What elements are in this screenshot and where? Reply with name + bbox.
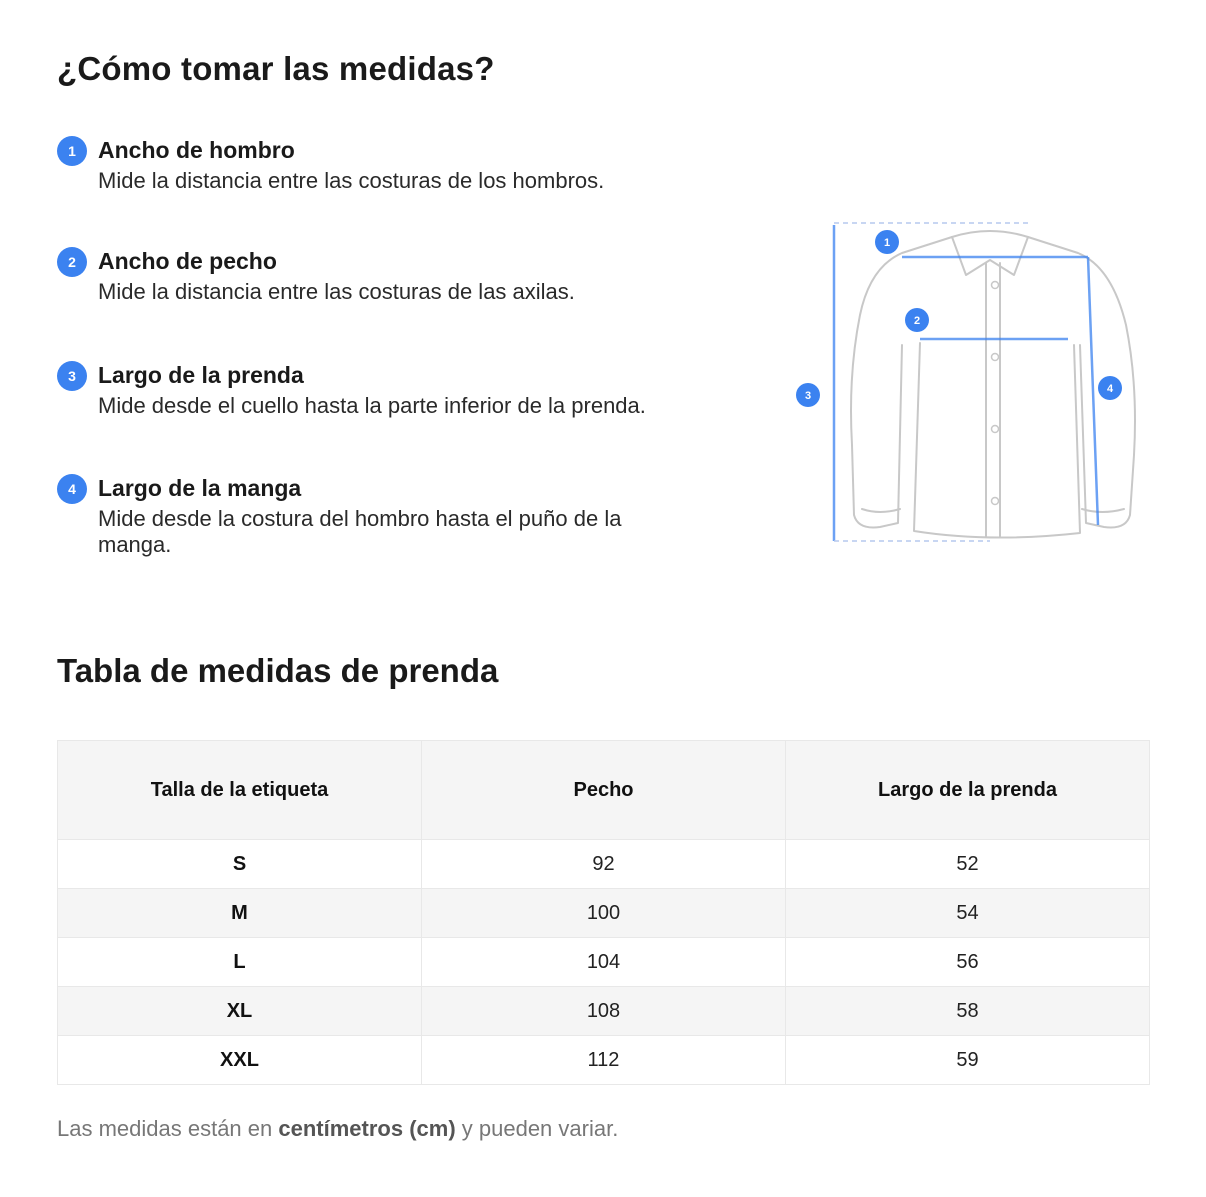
units-footnote (57, 1116, 618, 1142)
length-cell: 58 (786, 987, 1150, 1036)
measurement-steps (57, 135, 677, 558)
marker-2 (905, 308, 929, 332)
step-badge-3: 3 (57, 361, 87, 391)
length-cell: 56 (786, 938, 1150, 987)
footnote-prefix: Las medidas están en (57, 1116, 279, 1141)
size-cell: L (58, 938, 422, 987)
table-row (58, 889, 1150, 938)
table-title: Tabla de medidas de prenda (57, 652, 499, 689)
size-cell: XL (58, 987, 422, 1036)
marker-3 (796, 383, 820, 407)
marker-4 (1098, 376, 1122, 400)
size-cell: S (58, 840, 422, 889)
size-cell: M (58, 889, 422, 938)
step-badge-4: 4 (57, 474, 87, 504)
chest-cell: 92 (422, 840, 786, 889)
step-chest-width (57, 246, 677, 305)
svg-text:4: 4 (1106, 383, 1114, 395)
chest-cell: 100 (422, 889, 786, 938)
size-cell: XXL (58, 1036, 422, 1085)
table-row (58, 987, 1150, 1036)
length-cell: 52 (786, 840, 1150, 889)
table-row (58, 840, 1150, 889)
step-shoulder-width (57, 135, 677, 194)
table-row (58, 1036, 1150, 1085)
chest-cell: 108 (422, 987, 786, 1036)
step-title: Ancho de pecho (98, 248, 277, 274)
step-title: Ancho de hombro (98, 137, 295, 163)
length-cell: 59 (786, 1036, 1150, 1085)
step-description: Mide la distancia entre las costuras de los hombros. (98, 168, 605, 193)
header-length: Largo de la prenda (786, 741, 1150, 840)
step-badge-2: 2 (57, 247, 87, 277)
svg-text:1: 1 (883, 237, 891, 249)
header-chest: Pecho (422, 741, 786, 840)
step-title: Largo de la manga (98, 475, 302, 501)
size-table (57, 740, 1150, 1085)
chest-cell: 112 (422, 1036, 786, 1085)
table-header-row (58, 741, 1150, 840)
step-description: Mide la distancia entre las costuras de las axilas. (98, 279, 575, 304)
svg-text:2: 2 (913, 315, 921, 327)
step-sleeve-length (57, 473, 677, 558)
table-row (58, 938, 1150, 987)
svg-text:3: 3 (804, 390, 812, 402)
step-badge-1: 1 (57, 136, 87, 166)
shirt-measurement-icon (790, 215, 1150, 555)
page-title: ¿Cómo tomar las medidas? (57, 50, 495, 87)
length-cell: 54 (786, 889, 1150, 938)
footnote-suffix: y pueden variar. (455, 1116, 619, 1141)
marker-1 (875, 230, 899, 254)
footnote-unit: centímetros (cm) (278, 1116, 456, 1141)
header-size: Talla de la etiqueta (58, 741, 422, 840)
step-garment-length (57, 360, 677, 419)
step-description: Mide desde la costura del hombro hasta el puño de la manga. (98, 506, 622, 557)
step-description: Mide desde el cuello hasta la parte inferior de la prenda. (98, 393, 646, 418)
step-title: Largo de la prenda (98, 362, 304, 388)
chest-cell: 104 (422, 938, 786, 987)
